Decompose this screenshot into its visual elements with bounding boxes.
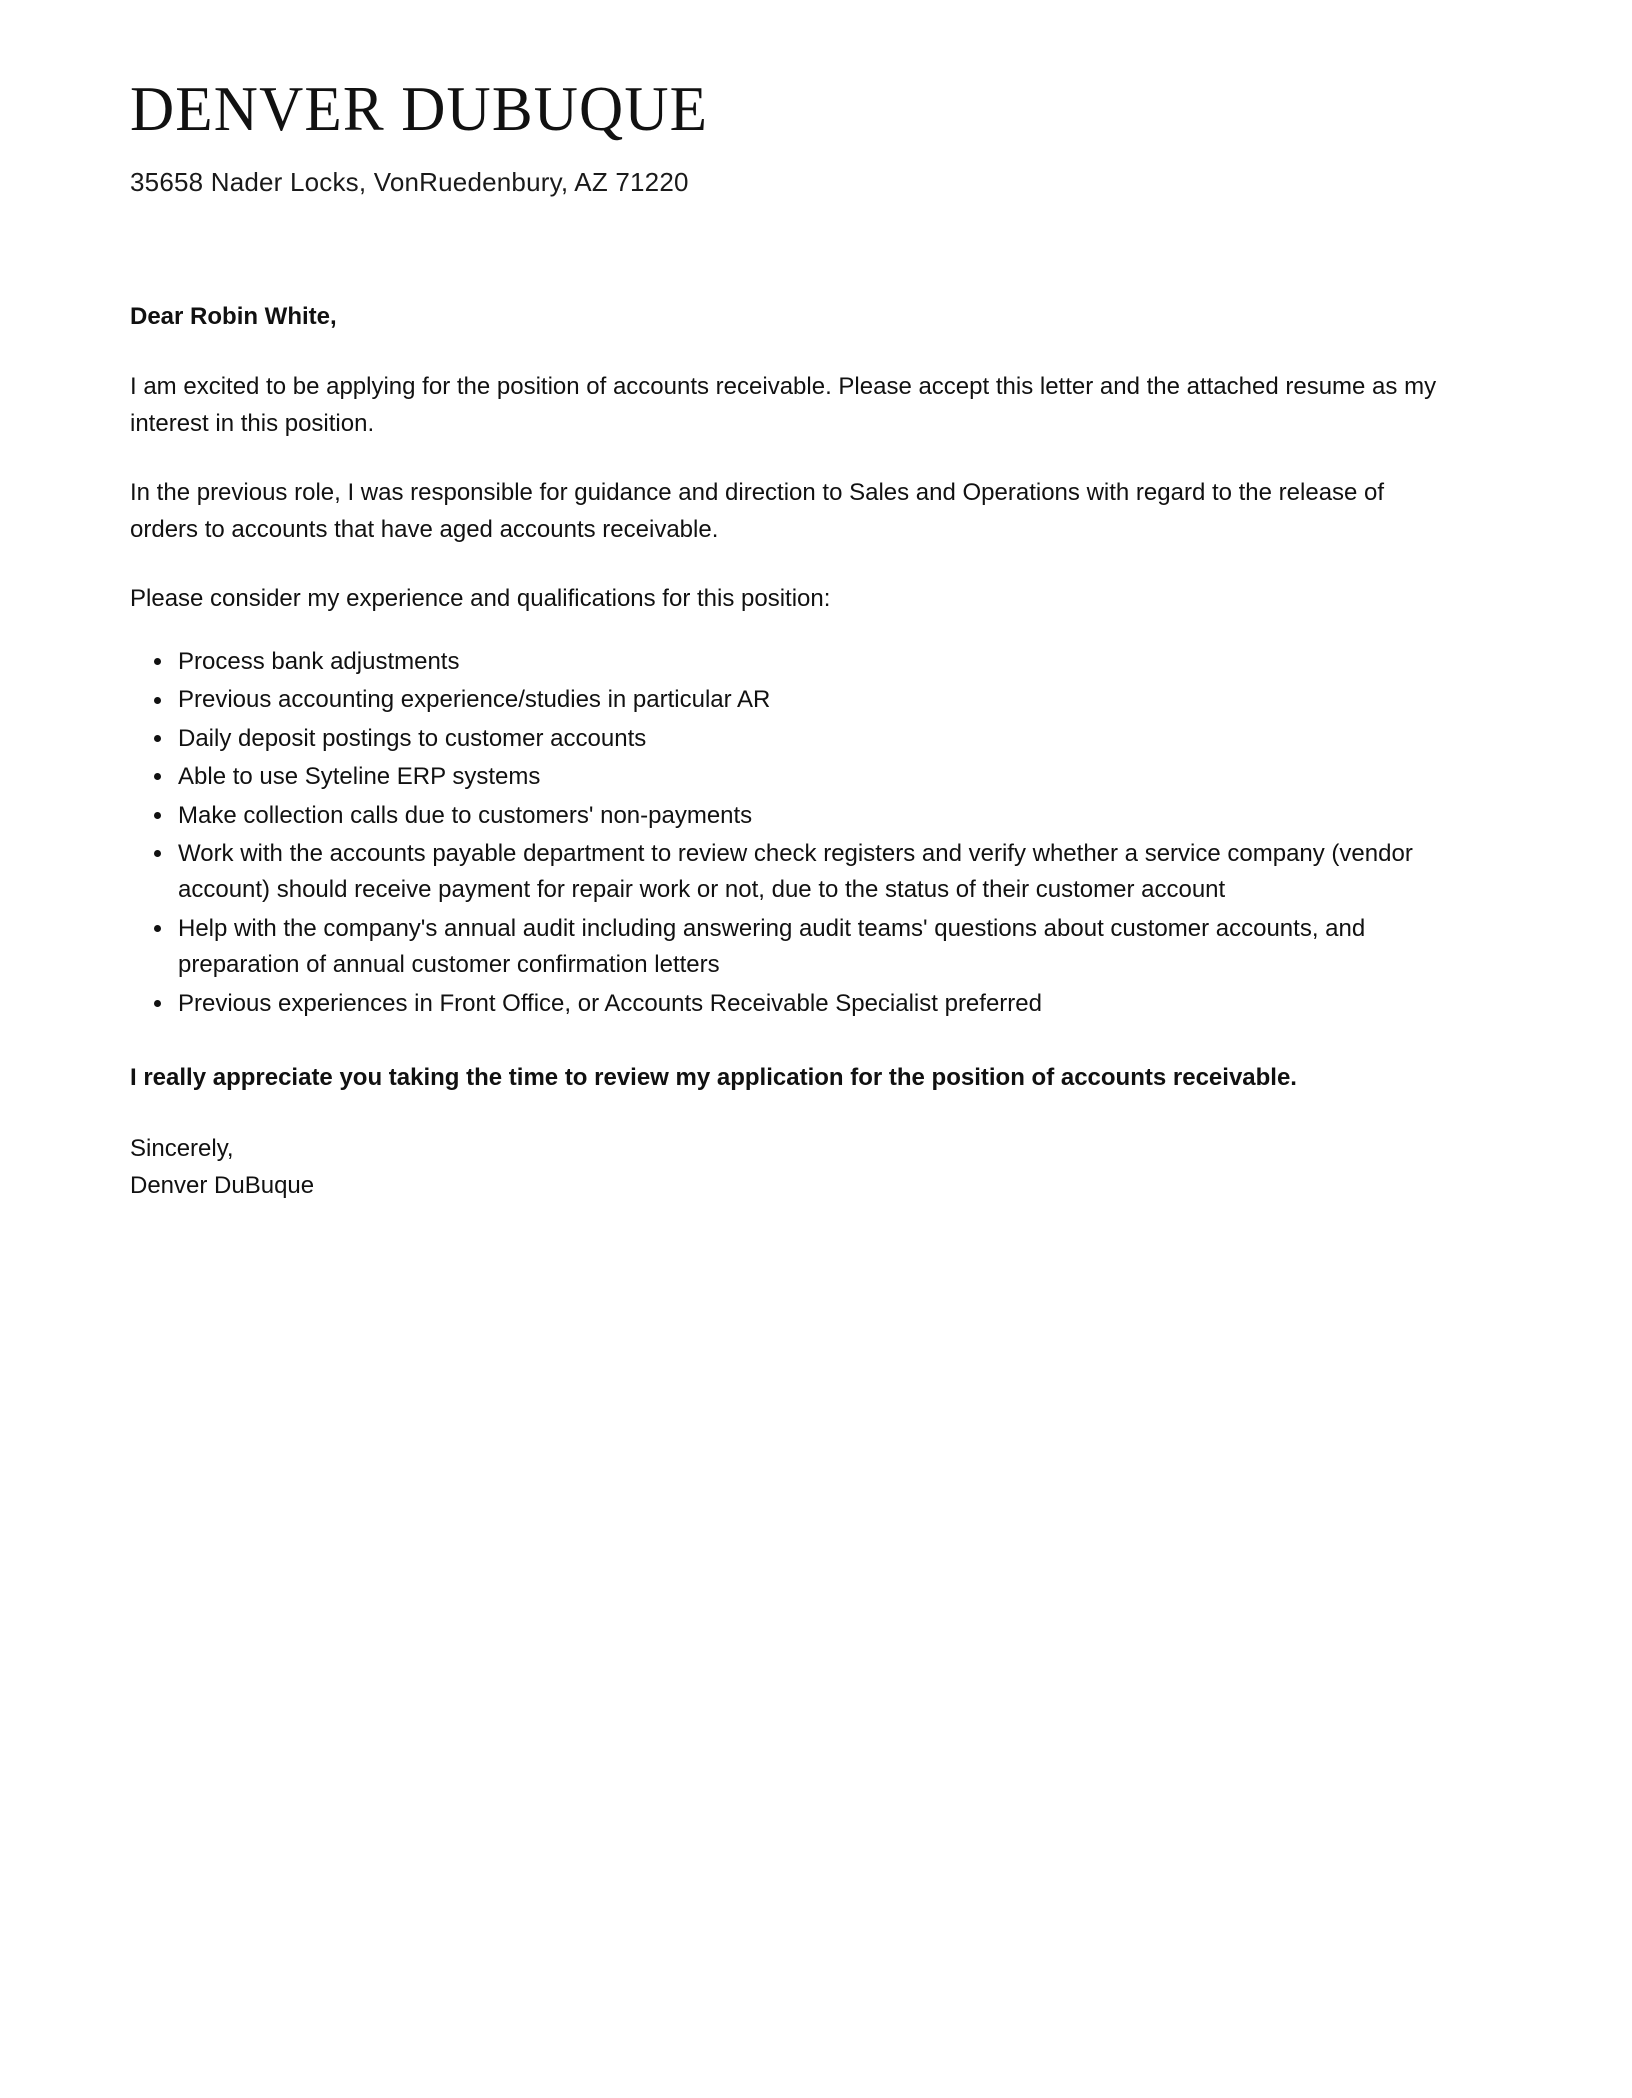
list-item xyxy=(130,836,1455,909)
bullet-dot-icon xyxy=(154,773,161,780)
intro-paragraph: I am excited to be applying for the position of accounts receivable. Please accept this letter and the attached resume as my interest in this position. xyxy=(130,372,1437,437)
list-item xyxy=(130,721,1455,757)
sender-address: 35658 Nader Locks, VonRuedenbury, AZ 71220 xyxy=(130,167,689,197)
bullet-dot-icon xyxy=(154,850,161,857)
bullet-dot-icon xyxy=(154,925,161,932)
bullet-dot-icon xyxy=(154,812,161,819)
bullet-dot-icon xyxy=(154,735,161,742)
list-item-text: Previous experiences in Front Office, or Accounts Receivable Specialist preferred xyxy=(178,989,1042,1017)
letter-content xyxy=(130,300,1455,1204)
experience-paragraph: In the previous role, I was responsible for guidance and direction to Sales and Operations with regard to the release of orders to accounts that have aged accounts receivable. xyxy=(130,478,1385,543)
list-item-text: Able to use Syteline ERP systems xyxy=(178,763,541,791)
cover-letter-body xyxy=(130,74,1455,1204)
list-item-text: Process bank adjustments xyxy=(178,647,460,675)
list-item xyxy=(130,986,1455,1022)
list-item xyxy=(130,911,1455,984)
bullet-dot-icon xyxy=(154,658,161,665)
list-item-text: Previous accounting experience/studies in particular AR xyxy=(178,686,771,714)
qualifications-lead-in: Please consider my experience and qualifications for this position: xyxy=(130,584,831,612)
list-item-text: Make collection calls due to customers' non-payments xyxy=(178,801,753,829)
list-item xyxy=(130,759,1455,795)
qualifications-list xyxy=(130,644,1455,1023)
list-item-text: Daily deposit postings to customer accounts xyxy=(178,724,647,752)
sender-name: DENVER DUBUQUE xyxy=(130,74,709,144)
list-item xyxy=(130,798,1455,834)
salutation: Dear Robin White, xyxy=(130,303,337,331)
sign-off: Sincerely, xyxy=(130,1135,234,1163)
closing-statement: I really appreciate you taking the time to review my application for the position of accounts receivable. xyxy=(130,1064,1297,1092)
signature-block xyxy=(130,1131,1455,1204)
list-item xyxy=(130,644,1455,680)
signature-name: Denver DuBuque xyxy=(130,1171,315,1199)
list-item xyxy=(130,682,1455,718)
list-item-text: Help with the company's annual audit including answering audit teams' questions about customer accounts, and preparation of annual customer confirmation letters xyxy=(178,914,1366,979)
bullet-dot-icon xyxy=(154,1000,161,1007)
letterhead xyxy=(130,74,1455,200)
list-item-text: Work with the accounts payable department to review check registers and verify whether a service company (vendor account) should receive payment for repair work or not, due to the status of their customer account xyxy=(178,840,1413,904)
bullet-dot-icon xyxy=(154,697,161,704)
